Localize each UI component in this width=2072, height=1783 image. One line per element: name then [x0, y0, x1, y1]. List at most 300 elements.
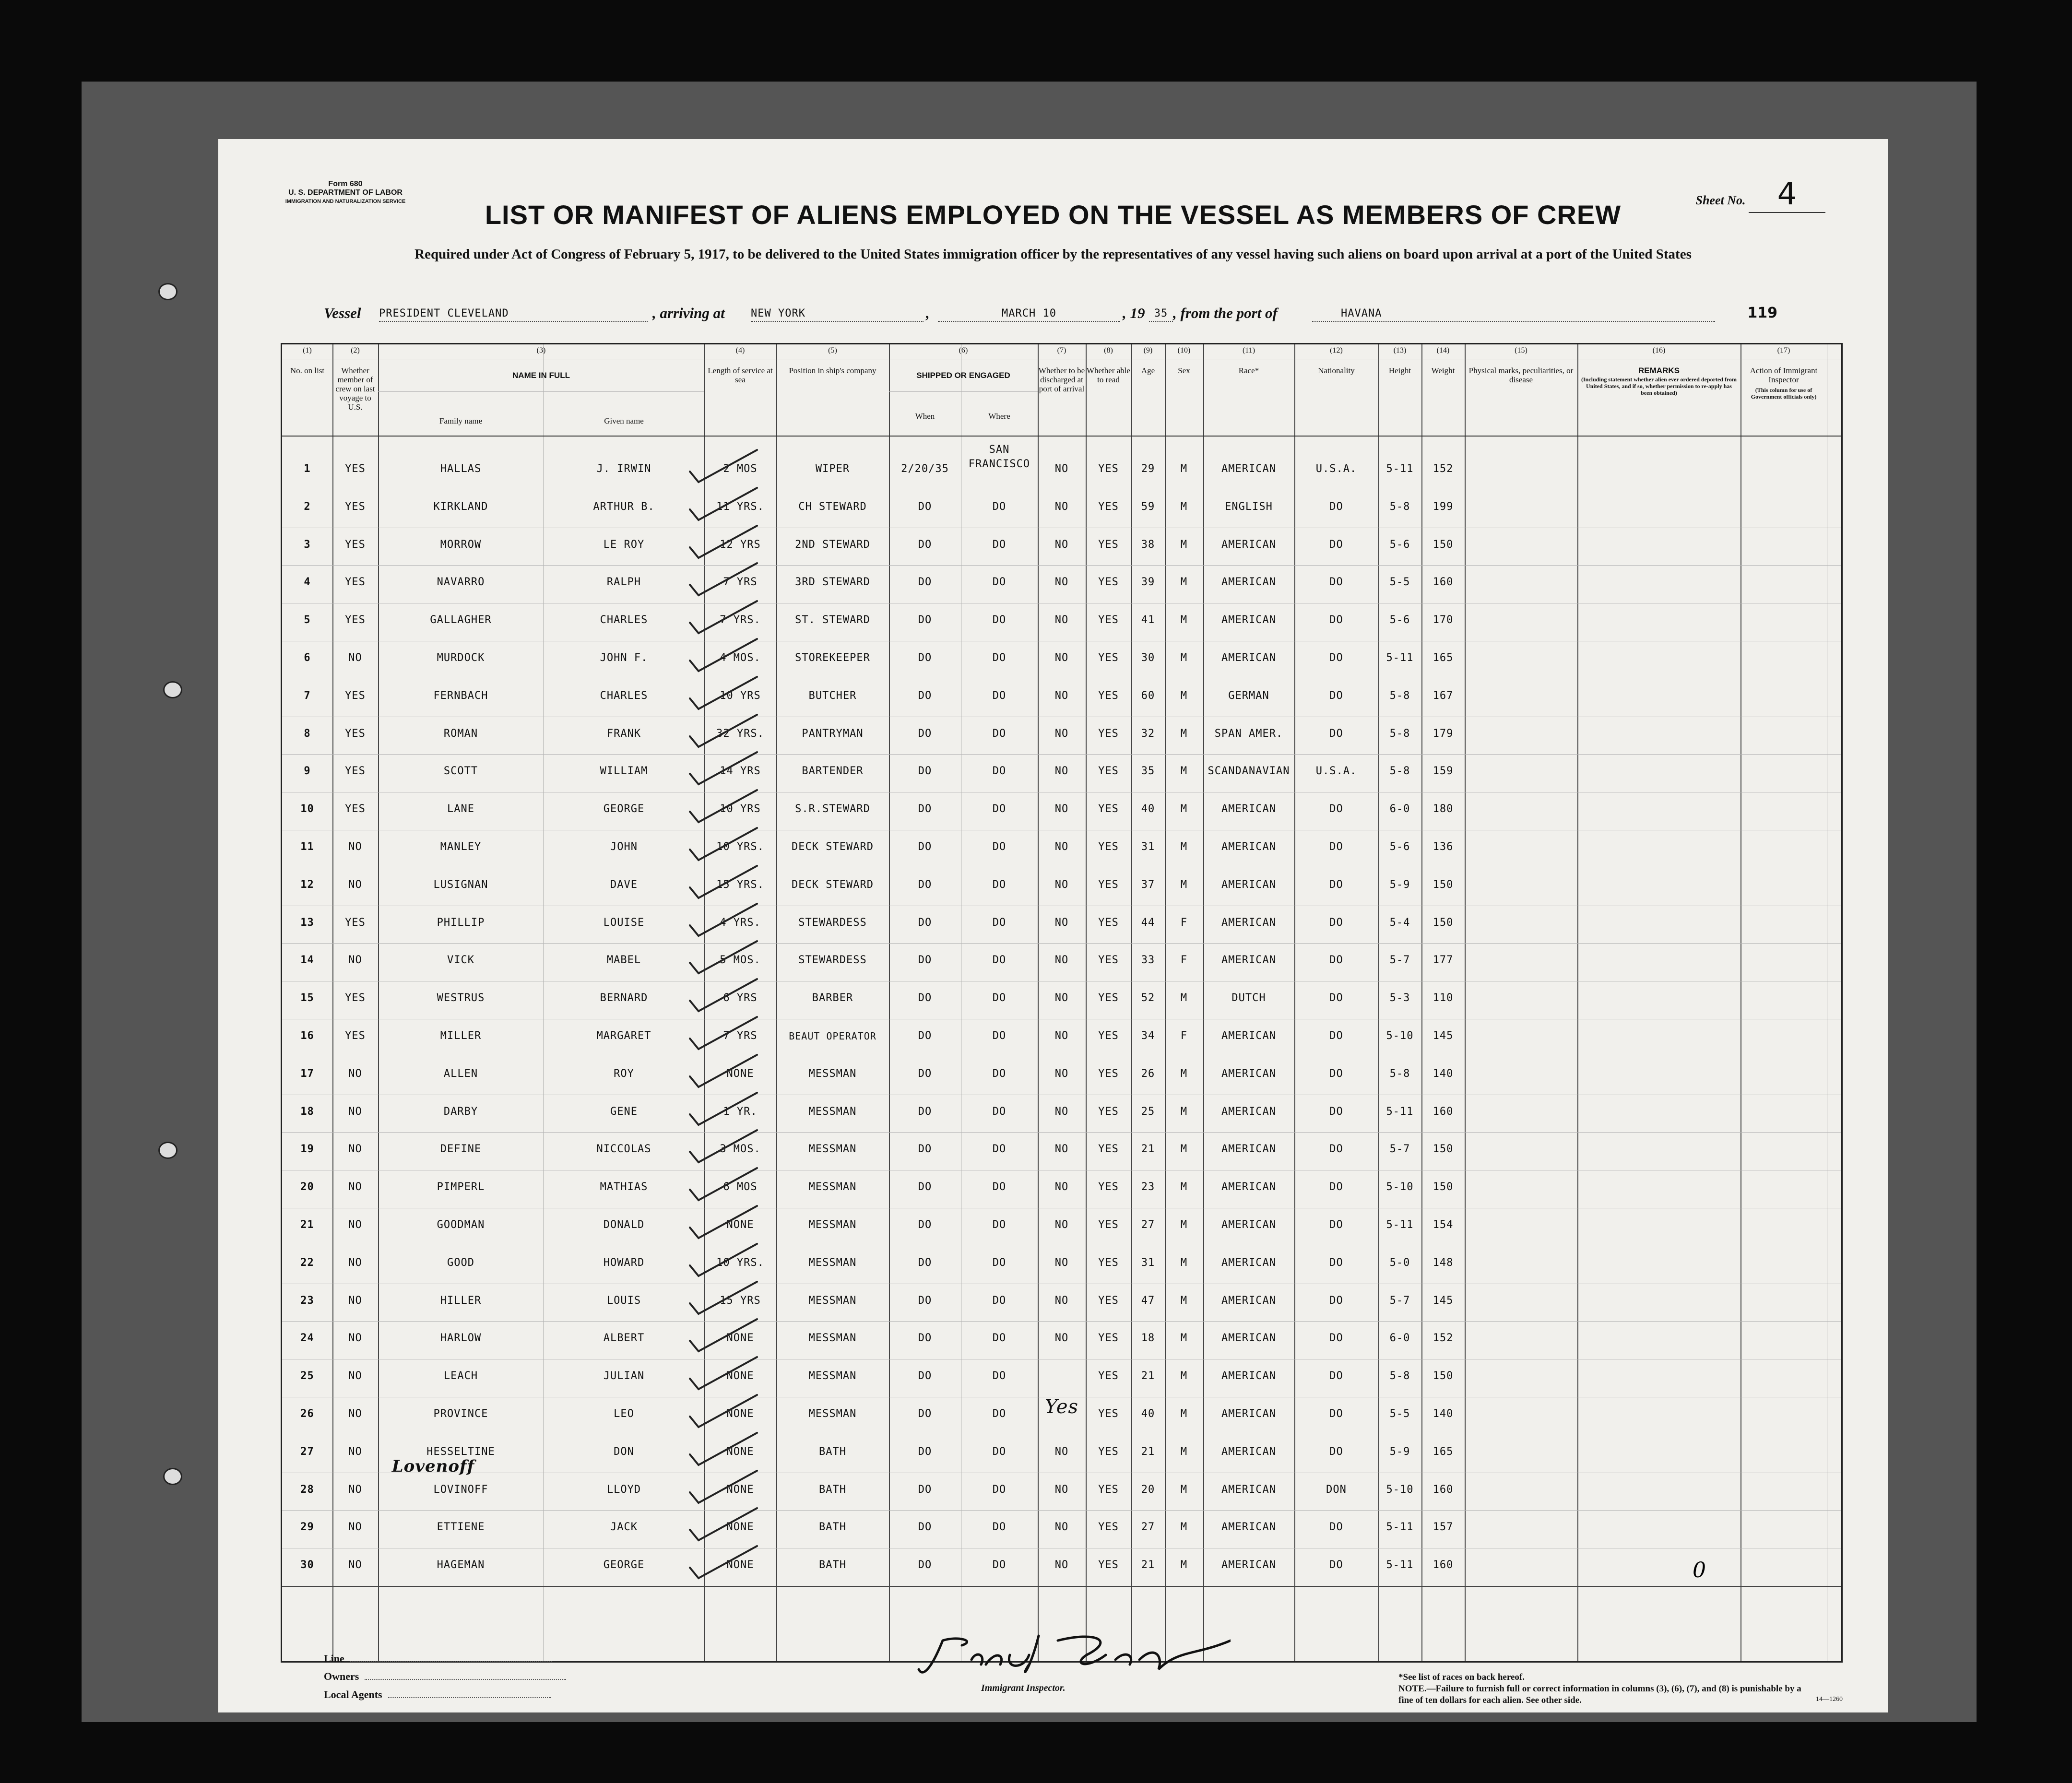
- shipped-where-cell: DO: [992, 1219, 1006, 1231]
- service-length-cell: NONE: [726, 1559, 754, 1571]
- nationality-cell: DO: [1329, 1067, 1343, 1080]
- column-subheader: When: [915, 412, 935, 421]
- shipped-where-cell: DO: [992, 954, 1006, 967]
- column-number: (13): [1393, 346, 1407, 354]
- column-number: (2): [351, 346, 360, 354]
- weight-cell: 159: [1433, 765, 1454, 778]
- height-cell: 5-8: [1389, 1067, 1410, 1080]
- nationality-cell: DO: [1329, 500, 1343, 513]
- given-name-cell: JACK: [610, 1521, 638, 1534]
- shipped-when-cell: DO: [918, 576, 932, 589]
- weight-cell: 152: [1433, 463, 1454, 475]
- able-to-read-cell: YES: [1098, 1105, 1119, 1118]
- shipped-where-cell: DO: [992, 689, 1006, 702]
- last-voyage-cell: YES: [345, 576, 366, 589]
- height-cell: 5-11: [1386, 652, 1414, 664]
- family-name-cell: DARBY: [443, 1105, 478, 1118]
- row-number: 15: [300, 992, 314, 1004]
- column-number: (3): [536, 346, 546, 354]
- position-cell: BUTCHER: [808, 689, 857, 702]
- nationality-cell: DO: [1329, 689, 1343, 702]
- weight-cell: 152: [1433, 1332, 1454, 1345]
- age-cell: 59: [1141, 500, 1155, 513]
- race-cell: AMERICAN: [1221, 1370, 1276, 1382]
- able-to-read-cell: YES: [1098, 1408, 1119, 1420]
- nationality-cell: DO: [1329, 841, 1343, 853]
- family-name-cell: GOODMAN: [437, 1219, 485, 1231]
- able-to-read-cell: YES: [1098, 1067, 1119, 1080]
- age-cell: 29: [1141, 463, 1155, 475]
- sex-cell: M: [1180, 841, 1188, 853]
- column-number: (6): [959, 346, 968, 354]
- service-length-cell: 10 YRS: [720, 689, 761, 702]
- family-name-cell: MILLER: [440, 1030, 482, 1042]
- shipped-where-cell: DO: [992, 1256, 1006, 1269]
- departure-port: HAVANA: [1312, 307, 1715, 322]
- age-cell: 32: [1141, 727, 1155, 740]
- family-name-cell: MURDOCK: [437, 652, 485, 664]
- able-to-read-cell: YES: [1098, 500, 1119, 513]
- row-number: 23: [300, 1294, 314, 1307]
- given-name-cell: ARTHUR B.: [593, 500, 655, 513]
- family-name-cell: LUSIGNAN: [433, 878, 488, 891]
- department-name: U. S. DEPARTMENT OF LABOR: [288, 189, 403, 197]
- service-length-cell: 5 MOS.: [720, 954, 761, 967]
- column-header: REMARKS: [1638, 366, 1680, 375]
- height-cell: 5-8: [1389, 1370, 1410, 1382]
- nationality-cell: DO: [1329, 1294, 1343, 1307]
- race-cell: AMERICAN: [1221, 878, 1276, 891]
- family-name-cell: HILLER: [440, 1294, 482, 1307]
- able-to-read-cell: YES: [1098, 1370, 1119, 1382]
- height-cell: 6-0: [1389, 1332, 1410, 1345]
- height-cell: 5-6: [1389, 538, 1410, 551]
- shipped-where-cell: DO: [992, 916, 1006, 929]
- table-row: [282, 444, 1841, 490]
- row-number: 12: [300, 878, 314, 891]
- last-voyage-cell: NO: [348, 652, 362, 664]
- position-cell: BATH: [819, 1445, 846, 1458]
- last-voyage-cell: NO: [348, 878, 362, 891]
- row-number: 1: [304, 463, 311, 475]
- column-number: (5): [828, 346, 837, 354]
- race-cell: AMERICAN: [1221, 1143, 1276, 1156]
- height-cell: 5-11: [1386, 1559, 1414, 1571]
- bottom-pencil-mark: [1693, 1558, 1721, 1587]
- discharge-cell: NO: [1054, 1483, 1069, 1496]
- discharge-cell: NO: [1054, 1332, 1069, 1345]
- weight-cell: 150: [1433, 1181, 1454, 1193]
- family-name-cell: DEFINE: [440, 1143, 482, 1156]
- discharge-cell: NO: [1054, 500, 1069, 513]
- shipped-when-cell: DO: [918, 652, 932, 664]
- owners-label: Owners: [324, 1670, 359, 1682]
- shipped-where-cell: DO: [992, 538, 1006, 551]
- height-cell: 5-9: [1389, 1445, 1410, 1458]
- sex-cell: M: [1180, 803, 1188, 815]
- age-cell: 26: [1141, 1067, 1155, 1080]
- last-voyage-cell: NO: [348, 1219, 362, 1231]
- family-name-cell: MANLEY: [440, 841, 482, 853]
- column-number: (14): [1436, 346, 1450, 354]
- sex-cell: M: [1180, 1181, 1188, 1193]
- able-to-read-cell: YES: [1098, 841, 1119, 853]
- form-number: Form 680: [328, 180, 363, 188]
- sex-cell: M: [1180, 1067, 1188, 1080]
- discharge-cell: NO: [1054, 1181, 1069, 1193]
- given-name-cell: GEORGE: [603, 803, 645, 815]
- discharge-cell: NO: [1054, 1105, 1069, 1118]
- discharge-cell: NO: [1054, 1256, 1069, 1269]
- sex-cell: M: [1180, 1332, 1188, 1345]
- row-number: 21: [300, 1219, 314, 1231]
- table-row: [282, 1208, 1841, 1246]
- table-row: [282, 566, 1841, 603]
- weight-cell: 150: [1433, 878, 1454, 891]
- able-to-read-cell: YES: [1098, 1030, 1119, 1042]
- able-to-read-cell: YES: [1098, 992, 1119, 1004]
- family-name-cell: FERNBACH: [433, 689, 488, 702]
- weight-cell: 180: [1433, 803, 1454, 815]
- position-cell: DECK STEWARD: [792, 841, 874, 853]
- shipped-where-cell: DO: [992, 1408, 1006, 1420]
- shipped-when-cell: DO: [918, 1030, 932, 1042]
- family-name-cell: HESSELTINE: [426, 1445, 495, 1458]
- sex-cell: M: [1180, 765, 1188, 778]
- weight-cell: 199: [1433, 500, 1454, 513]
- sex-cell: M: [1180, 1483, 1188, 1496]
- age-cell: 33: [1141, 954, 1155, 967]
- last-voyage-cell: NO: [348, 1445, 362, 1458]
- race-cell: AMERICAN: [1221, 1445, 1276, 1458]
- service-length-cell: NONE: [726, 1219, 754, 1231]
- shipped-when-cell: DO: [918, 1332, 932, 1345]
- shipped-when-cell: DO: [918, 1483, 932, 1496]
- page-title: LIST OR MANIFEST OF ALIENS EMPLOYED ON THE VESSEL AS MEMBERS OF CREW: [485, 200, 1622, 230]
- nationality-cell: DO: [1329, 1219, 1343, 1231]
- sex-cell: M: [1180, 992, 1188, 1004]
- position-cell: BARBER: [812, 992, 853, 1004]
- last-voyage-cell: NO: [348, 1256, 362, 1269]
- shipped-where-cell: DO: [992, 652, 1006, 664]
- punch-hole: [163, 1468, 182, 1485]
- able-to-read-cell: YES: [1098, 1332, 1119, 1345]
- age-cell: 40: [1141, 803, 1155, 815]
- age-cell: 31: [1141, 841, 1155, 853]
- service-length-cell: NONE: [726, 1483, 754, 1496]
- column-header: Whether member of crew on last voyage to U.S.: [335, 366, 375, 412]
- nationality-cell: U.S.A.: [1315, 765, 1357, 778]
- position-cell: MESSMAN: [808, 1370, 857, 1382]
- weight-cell: 160: [1433, 576, 1454, 589]
- age-cell: 27: [1141, 1521, 1155, 1534]
- age-cell: 21: [1141, 1559, 1155, 1571]
- shipped-when-cell: DO: [918, 878, 932, 891]
- sex-cell: F: [1180, 916, 1188, 929]
- weight-cell: 160: [1433, 1483, 1454, 1496]
- family-name-cell: KIRKLAND: [433, 500, 488, 513]
- column-header: Height: [1388, 366, 1411, 375]
- given-name-cell: WILLIAM: [600, 765, 648, 778]
- sex-cell: M: [1180, 878, 1188, 891]
- column-number: (8): [1104, 346, 1113, 354]
- column-number: (7): [1057, 346, 1066, 354]
- service-length-cell: 14 YRS: [720, 765, 761, 778]
- column-subheader: Given name: [604, 416, 644, 425]
- row-number: 18: [300, 1105, 314, 1118]
- height-cell: 5-11: [1386, 1105, 1414, 1118]
- sex-cell: M: [1180, 1445, 1188, 1458]
- given-name-cell: DONALD: [603, 1219, 645, 1231]
- family-name-cell: ALLEN: [443, 1067, 478, 1080]
- inspector-label: Immigrant Inspector.: [981, 1683, 1066, 1693]
- given-name-cell: HOWARD: [603, 1256, 645, 1269]
- weight-cell: 145: [1433, 1294, 1454, 1307]
- column-header: Sex: [1178, 366, 1190, 375]
- height-cell: 5-8: [1389, 727, 1410, 740]
- side-mark: 0: [1693, 1558, 1706, 1582]
- shipped-when-cell: DO: [918, 1521, 932, 1534]
- age-cell: 35: [1141, 765, 1155, 778]
- position-cell: BATH: [819, 1559, 846, 1571]
- table-row: [282, 1019, 1841, 1057]
- height-cell: 5-8: [1389, 500, 1410, 513]
- given-name-cell: JULIAN: [603, 1370, 645, 1382]
- date-separator: ,: [926, 305, 930, 321]
- column-header: Nationality: [1318, 366, 1355, 375]
- race-cell: AMERICAN: [1221, 803, 1276, 815]
- punch-hole: [158, 283, 178, 300]
- family-name-cell: LANE: [447, 803, 474, 815]
- row-number: 10: [300, 803, 314, 815]
- row-number: 13: [300, 916, 314, 929]
- service-length-cell: 4 MOS.: [720, 652, 761, 664]
- shipped-when-cell: DO: [918, 992, 932, 1004]
- service-length-cell: 10 YRS.: [716, 841, 764, 853]
- height-cell: 5-11: [1386, 463, 1414, 475]
- given-name-cell: LLOYD: [606, 1483, 641, 1496]
- shipped-when-cell: DO: [918, 1067, 932, 1080]
- given-name-cell: FRANK: [606, 727, 641, 740]
- race-cell: AMERICAN: [1221, 1294, 1276, 1307]
- shipped-when-cell: DO: [918, 1559, 932, 1571]
- discharge-cell: NO: [1054, 1445, 1069, 1458]
- given-name-cell: BERNARD: [600, 992, 648, 1004]
- shipped-when-cell: DO: [918, 1181, 932, 1193]
- family-name-cell: HAGEMAN: [437, 1559, 485, 1571]
- shipped-where-cell: DO: [992, 1559, 1006, 1571]
- discharge-cell: NO: [1054, 1559, 1069, 1571]
- given-name-cell: ALBERT: [603, 1332, 645, 1345]
- shipped-when-cell: DO: [918, 916, 932, 929]
- given-name-cell: GENE: [610, 1105, 638, 1118]
- discharge-cell: [1038, 1369, 1086, 1383]
- weight-cell: 177: [1433, 954, 1454, 967]
- row-number: 3: [304, 538, 311, 551]
- weight-cell: 165: [1433, 652, 1454, 664]
- table-row: [282, 1133, 1841, 1170]
- given-name-cell: RALPH: [606, 576, 641, 589]
- last-voyage-cell: NO: [348, 1181, 362, 1193]
- age-cell: 21: [1141, 1370, 1155, 1382]
- row-number: 7: [304, 689, 311, 702]
- nationality-cell: DO: [1329, 916, 1343, 929]
- last-voyage-cell: NO: [348, 841, 362, 853]
- shipped-when-cell: DO: [918, 1408, 932, 1420]
- last-voyage-cell: YES: [345, 538, 366, 551]
- nationality-cell: DON: [1326, 1483, 1347, 1496]
- weight-cell: 145: [1433, 1030, 1454, 1042]
- table-row: [282, 1170, 1841, 1208]
- vessel-label: Vessel: [324, 305, 361, 321]
- discharge-cell: NO: [1054, 878, 1069, 891]
- weight-cell: 154: [1433, 1219, 1454, 1231]
- discharge-cell: Yes: [1044, 1396, 1079, 1418]
- nationality-cell: DO: [1329, 727, 1343, 740]
- sex-cell: M: [1180, 1521, 1188, 1534]
- discharge-cell: NO: [1054, 538, 1069, 551]
- last-voyage-cell: YES: [345, 727, 366, 740]
- position-cell: STOREKEEPER: [795, 652, 870, 664]
- able-to-read-cell: YES: [1098, 765, 1119, 778]
- race-cell: AMERICAN: [1221, 1067, 1276, 1080]
- weight-cell: 140: [1433, 1408, 1454, 1420]
- position-cell: STEWARDESS: [798, 954, 867, 967]
- able-to-read-cell: YES: [1098, 614, 1119, 626]
- table-row: [282, 1057, 1841, 1095]
- able-to-read-cell: YES: [1098, 1445, 1119, 1458]
- arrival-date: MARCH 10: [938, 307, 1120, 322]
- race-cell: AMERICAN: [1221, 463, 1276, 475]
- shipped-when-cell: DO: [918, 1219, 932, 1231]
- punch-hole: [158, 1142, 178, 1159]
- position-cell: S.R.STEWARD: [795, 803, 870, 815]
- column-header: SHIPPED OR ENGAGED: [916, 371, 1010, 380]
- discharge-cell: NO: [1054, 689, 1069, 702]
- sex-cell: M: [1180, 689, 1188, 702]
- height-cell: 5-4: [1389, 916, 1410, 929]
- age-cell: 18: [1141, 1332, 1155, 1345]
- row-number: 4: [304, 576, 311, 589]
- age-cell: 31: [1141, 1256, 1155, 1269]
- sex-cell: M: [1180, 1256, 1188, 1269]
- shipped-when-cell: DO: [918, 1256, 932, 1269]
- discharge-cell: NO: [1054, 841, 1069, 853]
- weight-cell: 150: [1433, 538, 1454, 551]
- race-cell: AMERICAN: [1221, 614, 1276, 626]
- position-cell: MESSMAN: [808, 1256, 857, 1269]
- nationality-cell: DO: [1329, 992, 1343, 1004]
- column-header: Whether able to read: [1086, 366, 1131, 384]
- service-length-cell: 1 YR.: [723, 1105, 758, 1118]
- last-voyage-cell: NO: [348, 1559, 362, 1571]
- age-cell: 38: [1141, 538, 1155, 551]
- last-voyage-cell: YES: [345, 500, 366, 513]
- nationality-cell: DO: [1329, 1521, 1343, 1534]
- race-cell: AMERICAN: [1221, 1332, 1276, 1345]
- service-length-cell: 7 YRS: [723, 1030, 758, 1042]
- table-row: [282, 944, 1841, 981]
- given-name-cell: DAVE: [610, 878, 638, 891]
- shipped-where-cell: DO: [992, 878, 1006, 891]
- race-cell: AMERICAN: [1221, 954, 1276, 967]
- row-number: 19: [300, 1143, 314, 1156]
- sex-cell: F: [1180, 1030, 1188, 1042]
- last-voyage-cell: NO: [348, 954, 362, 967]
- position-cell: DECK STEWARD: [792, 878, 874, 891]
- shipped-where-cell: DO: [992, 1483, 1006, 1496]
- sex-cell: M: [1180, 727, 1188, 740]
- service-length-cell: 3 MOS.: [720, 1143, 761, 1156]
- position-cell: BATH: [819, 1521, 846, 1534]
- race-cell: AMERICAN: [1221, 1105, 1276, 1118]
- family-name-cell: SCOTT: [443, 765, 478, 778]
- service-length-cell: 7 YRS: [723, 576, 758, 589]
- service-length-cell: 2 MOS: [723, 463, 758, 475]
- nationality-cell: DO: [1329, 1256, 1343, 1269]
- vessel-line: [324, 305, 1792, 325]
- row-number: 8: [304, 727, 311, 740]
- able-to-read-cell: YES: [1098, 576, 1119, 589]
- able-to-read-cell: YES: [1098, 652, 1119, 664]
- column-number: (17): [1777, 346, 1790, 354]
- sex-cell: M: [1180, 576, 1188, 589]
- given-name-cell: MABEL: [606, 954, 641, 967]
- column-number: (12): [1330, 346, 1343, 354]
- nationality-cell: DO: [1329, 1370, 1343, 1382]
- last-voyage-cell: NO: [348, 1294, 362, 1307]
- weight-cell: 150: [1433, 1370, 1454, 1382]
- column-header: Length of service at sea: [708, 366, 773, 384]
- height-cell: 5-11: [1386, 1219, 1414, 1231]
- agents-label: Local Agents: [324, 1689, 382, 1700]
- last-voyage-cell: YES: [345, 614, 366, 626]
- race-cell: AMERICAN: [1221, 1030, 1276, 1042]
- age-cell: 39: [1141, 576, 1155, 589]
- height-cell: 5-10: [1386, 1483, 1414, 1496]
- shipped-when-cell: DO: [918, 614, 932, 626]
- table-row: [282, 717, 1841, 755]
- row-number: 5: [304, 614, 311, 626]
- row-number: 29: [300, 1521, 314, 1534]
- age-cell: 27: [1141, 1219, 1155, 1231]
- last-voyage-cell: NO: [348, 1067, 362, 1080]
- sex-cell: M: [1180, 1370, 1188, 1382]
- nationality-cell: DO: [1329, 538, 1343, 551]
- inspector-signature: [914, 1626, 1231, 1684]
- sheet-number-value: 4: [1749, 177, 1825, 213]
- shipped-when-cell: DO: [918, 954, 932, 967]
- discharge-cell: NO: [1054, 992, 1069, 1004]
- table-row: [282, 1359, 1841, 1397]
- table-row: [282, 603, 1841, 641]
- last-voyage-cell: NO: [348, 1408, 362, 1420]
- column-number: (11): [1242, 346, 1255, 354]
- race-cell: AMERICAN: [1221, 1219, 1276, 1231]
- row-number: 2: [304, 500, 311, 513]
- height-cell: 5-6: [1389, 614, 1410, 626]
- shipped-where-cell: DO: [992, 614, 1006, 626]
- weight-cell: 148: [1433, 1256, 1454, 1269]
- table-row: [282, 1511, 1841, 1548]
- given-name-cell: LOUIS: [606, 1294, 641, 1307]
- height-cell: 5-3: [1389, 992, 1410, 1004]
- manifest-sheet: [218, 139, 1888, 1712]
- shipped-where-cell: DO: [992, 1370, 1006, 1382]
- shipped-where-cell: DO: [992, 576, 1006, 589]
- position-cell: CH STEWARD: [798, 500, 867, 513]
- year-prefix: , 19: [1123, 305, 1145, 321]
